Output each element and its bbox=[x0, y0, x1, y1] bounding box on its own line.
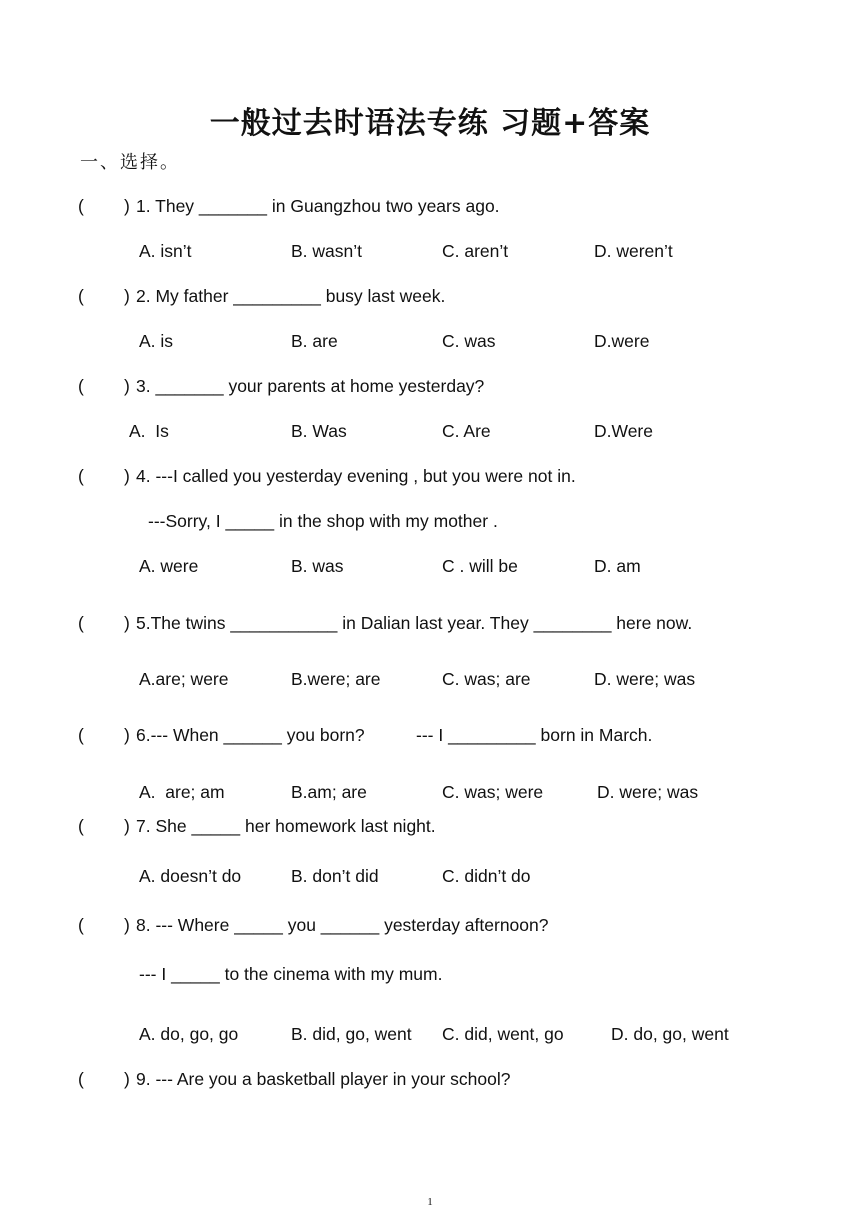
answer-paren-close: ) bbox=[124, 376, 130, 396]
question-stem: 4. ---I called you yesterday evening , but you were not in. bbox=[136, 466, 576, 486]
option-a: A. isn’t bbox=[139, 241, 192, 261]
answer-paren-open: ( bbox=[78, 915, 84, 935]
option-d: D.Were bbox=[594, 421, 653, 441]
answer-paren-open: ( bbox=[78, 466, 84, 486]
answer-paren-open: ( bbox=[78, 613, 84, 633]
answer-paren-close: ) bbox=[124, 613, 130, 633]
option-d: D. weren’t bbox=[594, 241, 673, 261]
answer-paren-close: ) bbox=[124, 816, 130, 836]
answer-paren-close: ) bbox=[124, 286, 130, 306]
answer-paren-open: ( bbox=[78, 1069, 84, 1089]
option-d: D. do, go, went bbox=[611, 1024, 729, 1044]
answer-paren-close: ) bbox=[124, 1069, 130, 1089]
option-a: A. doesn’t do bbox=[139, 866, 242, 886]
section-heading: 一、选择。 bbox=[80, 152, 180, 173]
option-b: B. was bbox=[291, 556, 344, 576]
page-title: 一般过去时语法专练 习题+答案 bbox=[209, 106, 651, 141]
question-stem: 1. They _______ in Guangzhou two years ago. bbox=[136, 196, 500, 216]
answer-paren-open: ( bbox=[78, 816, 84, 836]
question-stem-reply: --- I _________ born in March. bbox=[416, 725, 653, 745]
answer-paren-open: ( bbox=[78, 725, 84, 745]
option-d: D. am bbox=[594, 556, 641, 576]
option-b: B. are bbox=[291, 331, 338, 351]
option-d: D.were bbox=[594, 331, 650, 351]
page-number: 1 bbox=[427, 1196, 433, 1208]
question-stem: 9. --- Are you a basketball player in your school? bbox=[136, 1069, 511, 1089]
option-a: A.are; were bbox=[139, 669, 229, 689]
option-c: C. did, went, go bbox=[442, 1024, 564, 1044]
answer-paren-open: ( bbox=[78, 376, 84, 396]
option-b: B. Was bbox=[291, 421, 347, 441]
answer-paren-close: ) bbox=[124, 196, 130, 216]
option-d: D. were; was bbox=[594, 669, 696, 689]
question-stem-reply: ---Sorry, I _____ in the shop with my mother . bbox=[148, 511, 498, 531]
question-stem: 3. _______ your parents at home yesterday? bbox=[136, 376, 485, 396]
option-a: A. were bbox=[139, 556, 199, 576]
answer-paren-open: ( bbox=[78, 286, 84, 306]
option-d: D. were; was bbox=[597, 782, 699, 802]
option-b: B.am; are bbox=[291, 782, 367, 802]
option-a: A. do, go, go bbox=[139, 1024, 239, 1044]
option-c: C. aren’t bbox=[442, 241, 509, 261]
option-c: C. Are bbox=[442, 421, 491, 441]
option-c: C. was; were bbox=[442, 782, 544, 802]
option-a: A. are; am bbox=[139, 782, 225, 802]
option-c: C . will be bbox=[442, 556, 518, 576]
question-stem: 2. My father _________ busy last week. bbox=[136, 286, 446, 306]
question-stem: 5.The twins ___________ in Dalian last year. They ________ here now. bbox=[136, 613, 693, 633]
question-stem: 7. She _____ her homework last night. bbox=[136, 816, 436, 836]
option-b: B. don’t did bbox=[291, 866, 379, 886]
option-b: B.were; are bbox=[291, 669, 381, 689]
option-c: C. was; are bbox=[442, 669, 531, 689]
option-b: B. did, go, went bbox=[291, 1024, 412, 1044]
question-stem-reply: --- I _____ to the cinema with my mum. bbox=[139, 964, 443, 984]
question-stem: 6.--- When ______ you born? bbox=[136, 725, 365, 745]
answer-paren-close: ) bbox=[124, 915, 130, 935]
answer-paren-open: ( bbox=[78, 196, 84, 216]
option-b: B. wasn’t bbox=[291, 241, 362, 261]
option-a: A. is bbox=[139, 331, 174, 351]
option-a: A. Is bbox=[129, 421, 169, 441]
question-stem: 8. --- Where _____ you ______ yesterday afternoon? bbox=[136, 915, 549, 935]
answer-paren-close: ) bbox=[124, 725, 130, 745]
option-c: C. didn’t do bbox=[442, 866, 531, 886]
answer-paren-close: ) bbox=[124, 466, 130, 486]
option-c: C. was bbox=[442, 331, 496, 351]
